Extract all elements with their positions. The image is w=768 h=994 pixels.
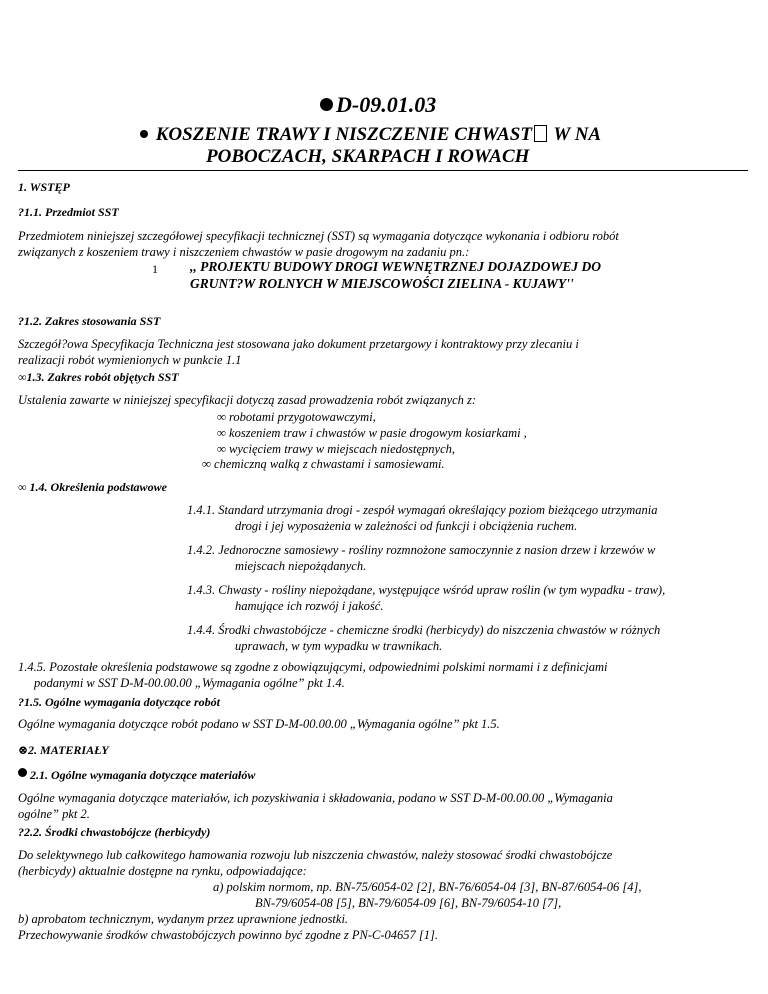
heading-2-1-text: 2.1. Ogólne wymagania dotyczące materiałów (30, 768, 256, 782)
list-item: ∞ chemiczną walką z chwastami i samosiewami. (202, 457, 445, 471)
definition-line: 1.4.2. Jednoroczne samosiewy - rośliny rozmnożone samoczynnie z nasion drzew i krzewów w (187, 543, 656, 557)
definition-line: uprawach, w tym wypadku w trawnikach. (235, 639, 443, 653)
missing-glyph-icon (534, 125, 547, 142)
definition-line: hamujące ich rozwój i jakość. (235, 599, 384, 613)
heading-1-1: ?1.1. Przedmiot SST (18, 205, 119, 219)
para-2-2-line-1: Do selektywnego lub całkowitego hamowania rozwoju lub niszczenia chwastów, należy stosować środki chwastobójcze (18, 848, 613, 862)
bullet-icon (18, 768, 27, 777)
para-1-2-line-2: realizacji robót wymienionych w punkcie 1.1 (18, 353, 242, 367)
bullet-icon (320, 98, 333, 111)
para-2-2-storage: Przechowywanie środków chwastobójczych powinno być zgodne z PN-C-04657 [1]. (18, 928, 438, 942)
spec-code (320, 92, 436, 118)
list-item: ∞ koszeniem traw i chwastów w pasie drogowym kosiarkami , (217, 426, 527, 440)
list-item: a) polskim normom, np. BN-75/6054-02 [2], BN-76/6054-04 [3], BN-87/6054-06 [4], (213, 880, 642, 894)
project-marker: 1 (152, 262, 158, 276)
heading-1-4: ∞ 1.4. Określenia podstawowe (18, 480, 167, 494)
para-2-2 (18, 847, 748, 879)
heading-1-5: ?1.5. Ogólne wymagania dotyczące robót (18, 695, 220, 709)
para-1-2-line-1: Szczegół?owa Specyfikacja Techniczna jest stosowana jako dokument przetargowy i kontraktowy przy zlecaniu i (18, 337, 579, 351)
para-2-1 (18, 790, 748, 822)
para-1-2 (18, 336, 748, 368)
bullet-icon (140, 130, 148, 138)
definition-line: podanymi w SST D-M-00.00.00 „Wymagania ogólne” pkt 1.4. (34, 676, 345, 690)
heading-1-2: ?1.2. Zakres stosowania SST (18, 314, 161, 328)
section-2-heading: ⊗2. MATERIAŁY (18, 743, 109, 757)
para-1-1-line-2: związanych z koszeniem trawy i niszczeniem chwastów w pasie drogowym na zadaniu pn.: (18, 245, 470, 259)
para-2-2-tail (18, 911, 748, 943)
definition-line: miejscach niepożądanych. (235, 559, 367, 573)
definition-1-4-5 (18, 659, 748, 691)
para-2-2-line-2: (herbicydy) aktualnie dostępne na rynku, odpowiadające: (18, 864, 307, 878)
para-1-1 (18, 228, 748, 260)
scope-list (217, 409, 527, 457)
title-line-2: POBOCZACH, SKARPACH I ROWACH (206, 146, 530, 167)
para-1-1-line-1: Przedmiotem niniejszej szczegółowej specyfikacji technicznej (SST) są wymagania dotyczące wykonania i odbioru robót (18, 229, 619, 243)
definition-1-4-1 (187, 502, 745, 534)
list-item: ∞ robotami przygotowawczymi, (217, 410, 376, 424)
title-line-1-end: W NA (553, 124, 602, 145)
project-name-line-2: GRUNT?W ROLNYCH W MIEJSCOWOŚCI ZIELINA - KUJAWY'' (190, 276, 574, 291)
definition-1-4-2 (187, 542, 745, 574)
title-line-1-text: KOSZENIE TRAWY I NISZCZENIE CHWAST (155, 124, 532, 145)
definition-1-4-4 (187, 622, 745, 654)
list-item: b) aprobatom technicznym, wydanym przez uprawnione jednostki. (18, 912, 349, 926)
definition-line: 1.4.1. Standard utrzymania drogi - zespół wymagań określający poziom bieżącego utrzymania (187, 503, 658, 517)
project-name-line-1: ,, PROJEKTU BUDOWY DROGI WEWNĘTRZNEJ DOJAZDOWEJ DO (190, 259, 602, 274)
para-1-5: Ogólne wymagania dotyczące robót podano w SST D-M-00.00.00 „Wymagania ogólne” pkt 1.5. (18, 717, 500, 731)
definition-line: 1.4.3. Chwasty - rośliny niepożądane, występujące wśród upraw roślin (w tym wypadku - traw), (187, 583, 666, 597)
para-2-2-item-a (213, 879, 748, 911)
section-1-heading: 1. WSTĘP (18, 180, 70, 194)
title-line-1 (140, 124, 601, 146)
heading-2-2: ?2.2. Środki chwastobójcze (herbicydy) (18, 825, 211, 839)
list-item: BN-79/6054-08 [5], BN-79/6054-09 [6], BN-79/6054-10 [7], (255, 896, 562, 910)
definition-line: 1.4.5. Pozostałe określenia podstawowe są zgodne z obowiązującymi, odpowiednimi polskimi normami i z definicjami (18, 660, 608, 674)
definition-line: 1.4.4. Środki chwastobójcze - chemiczne środki (herbicydy) do niszczenia chwastów w różnych (187, 623, 661, 637)
para-1-3: Ustalenia zawarte w niniejszej specyfikacji dotyczą zasad prowadzenia robót związanych z: (18, 393, 477, 407)
heading-1-3: ∞1.3. Zakres robót objętych SST (18, 370, 179, 384)
para-2-1-line-1: Ogólne wymagania dotyczące materiałów, ich pozyskiwania i składowania, podano w SST D-M-00.00.00 „Wymagania (18, 791, 613, 805)
heading-2-1 (18, 768, 255, 783)
list-item: ∞ wycięciem trawy w miejscach niedostępnych, (217, 442, 456, 456)
header-divider (18, 170, 748, 171)
definition-1-4-3 (187, 582, 745, 614)
para-2-1-line-2: ogólne” pkt 2. (18, 807, 90, 821)
definition-line: drogi i jej wyposażenia w zależności od funkcji i obciążenia ruchem. (235, 519, 578, 533)
spec-code-text: D-09.01.03 (336, 92, 437, 117)
